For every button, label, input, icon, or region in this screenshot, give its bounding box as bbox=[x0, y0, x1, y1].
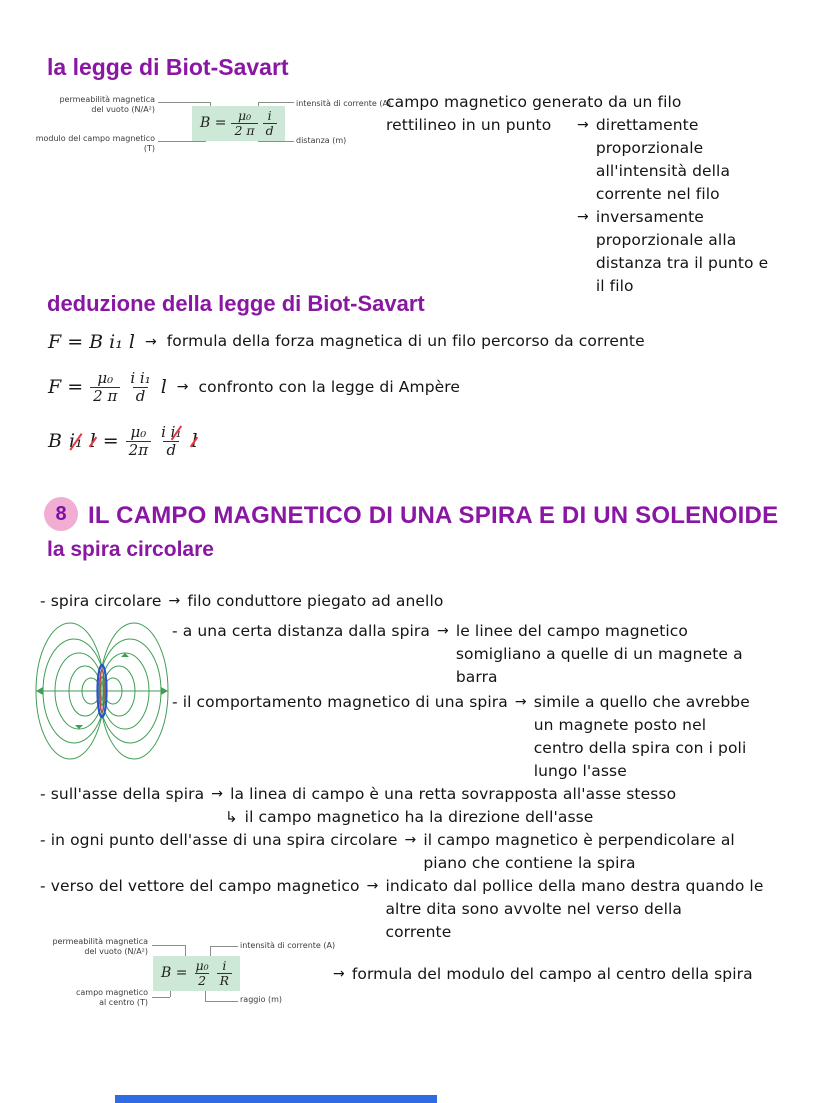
force-formula: F = B i₁ l bbox=[48, 330, 135, 353]
bullet-spira-circolare bbox=[40, 590, 443, 613]
field-lines-figure bbox=[33, 612, 171, 770]
fraction-denominator: d bbox=[263, 123, 277, 138]
note-line: distanza tra il punto e bbox=[595, 254, 769, 272]
bullet-line: lungo l'asse bbox=[533, 762, 627, 780]
connector-line bbox=[205, 1001, 238, 1002]
bullet-comportamento-magnetico bbox=[172, 691, 750, 783]
connector-line bbox=[258, 102, 294, 103]
fraction-numerator: μ₀ bbox=[195, 958, 209, 973]
bullet-line: simile a quello che avrebbe bbox=[533, 693, 750, 711]
formula-row-ampere bbox=[48, 370, 460, 404]
loop-center-formula bbox=[153, 956, 240, 991]
note-line: corrente nel filo bbox=[595, 185, 720, 203]
figure-bullets bbox=[172, 620, 750, 783]
section1-title: la legge di Biot-Savart bbox=[47, 54, 289, 80]
bullet-lead: - il comportamento magnetico di una spira bbox=[172, 693, 508, 711]
connector-line bbox=[210, 946, 238, 947]
formula-fraction-id bbox=[263, 109, 277, 138]
fraction-numerator: i bbox=[267, 108, 272, 123]
bullet-line: un magnete posto nel bbox=[533, 716, 707, 734]
formula-tail: l bbox=[160, 376, 167, 398]
section3-bullets bbox=[40, 783, 763, 944]
connector-line bbox=[158, 102, 210, 103]
fraction-denominator: 2 π bbox=[231, 123, 257, 138]
formula-note: confronto con la legge di Ampère bbox=[198, 377, 461, 396]
formula-fraction-mu bbox=[90, 370, 120, 404]
bullet-line: indicato dal pollice della mano destra quando le bbox=[385, 877, 764, 895]
diagram2-label-permeability-line2: del vuoto (N/A²) bbox=[84, 946, 148, 956]
fraction-numerator: μ₀ bbox=[130, 423, 147, 441]
arrow-icon: → bbox=[168, 593, 181, 609]
section-number-badge: 8 bbox=[44, 497, 78, 531]
bullet-line: altre dita sono avvolte nel verso della bbox=[385, 900, 682, 918]
fraction-numerator: μ₀ bbox=[237, 108, 252, 123]
section1-note-points bbox=[577, 114, 768, 298]
formula-lhs: B = bbox=[200, 115, 227, 132]
note-line: proporzionale bbox=[595, 139, 704, 157]
formula-fraction-ii1 bbox=[158, 424, 184, 458]
note-text: formula del modulo del campo al centro della spira bbox=[351, 965, 753, 983]
arrow-icon: → bbox=[176, 379, 189, 395]
bullet-line: piano che contiene la spira bbox=[423, 854, 636, 872]
formula-fraction-mu bbox=[126, 424, 151, 458]
connector-line bbox=[152, 997, 170, 998]
arrow-icon: → bbox=[145, 333, 157, 350]
arrow-icon: → bbox=[577, 209, 589, 225]
formula-lhs: F = bbox=[48, 376, 84, 398]
formula-fraction-mu bbox=[231, 109, 257, 138]
fraction-denominator: 2 bbox=[195, 973, 209, 988]
fraction-denominator: d bbox=[163, 441, 179, 459]
formula-row-cancellation bbox=[48, 424, 198, 458]
connector-line bbox=[158, 141, 205, 142]
bullet-lines bbox=[245, 806, 594, 829]
section2-title: deduzione della legge di Biot-Savart bbox=[47, 291, 425, 316]
fraction-denominator: d bbox=[133, 387, 149, 405]
cancelled-term: l bbox=[191, 430, 198, 452]
note-line: inversamente bbox=[595, 208, 704, 226]
diagram1-label-current: intensità di corrente (A) bbox=[296, 99, 392, 108]
note-line: proporzionale alla bbox=[595, 231, 737, 249]
bullet-line: barra bbox=[455, 668, 498, 686]
numerator-term: i bbox=[161, 423, 166, 441]
ampere-formula bbox=[48, 370, 167, 404]
formula-lhs: B = bbox=[161, 965, 188, 982]
connector-line bbox=[210, 946, 211, 956]
bullet-line: la linea di campo è una retta sovrapposta all'asse stesso bbox=[230, 785, 677, 803]
bullet-lines bbox=[456, 620, 743, 689]
diagram1-label-permeability bbox=[45, 95, 155, 114]
fraction-denominator: R bbox=[217, 973, 232, 988]
arrow-icon: → bbox=[577, 117, 589, 133]
arrow-icon: → bbox=[437, 623, 449, 639]
formula-note: formula della forza magnetica di un filo percorso da corrente bbox=[166, 332, 645, 350]
cancelled-term: i₁ bbox=[170, 423, 182, 441]
cancelled-term: i₁ bbox=[68, 430, 83, 452]
fraction-numerator: μ₀ bbox=[97, 369, 114, 387]
section3-subtitle: la spira circolare bbox=[47, 538, 214, 561]
diagram2-label-permeability-line1: permeabilità magnetica bbox=[52, 937, 148, 946]
note-line: all'intensità della bbox=[595, 162, 731, 180]
note-line: campo magnetico generato da un filo bbox=[386, 93, 682, 111]
equals-sign: = bbox=[102, 430, 119, 452]
arrow-icon: → bbox=[211, 786, 224, 802]
diagram2-label-permeability bbox=[40, 937, 148, 956]
diagram1-label-field-modulus: modulo del campo magnetico (T) bbox=[35, 134, 155, 153]
next-section-highlight bbox=[115, 1095, 437, 1103]
connector-line bbox=[152, 945, 185, 946]
bullet-perpendicolare bbox=[40, 829, 763, 875]
bullet-line: corrente bbox=[385, 923, 452, 941]
bullet-distanza-spira bbox=[172, 620, 750, 689]
bullet-direzione-asse bbox=[225, 806, 763, 829]
bullet-lines bbox=[385, 875, 763, 944]
arrow-icon: → bbox=[514, 694, 527, 710]
bullet-lead: - in ogni punto dell'asse di una spira circolare bbox=[40, 831, 398, 849]
note-line: il filo bbox=[595, 277, 634, 295]
bullet-line: il campo magnetico ha la direzione dell'asse bbox=[244, 808, 594, 826]
diagram2-label-field-center-line2: al centro (T) bbox=[99, 997, 148, 1007]
bullet-lines bbox=[230, 783, 676, 806]
note-line: rettilineo in un punto bbox=[386, 116, 552, 134]
bullet-lead: - verso del vettore del campo magnetico bbox=[40, 877, 360, 895]
bullet-line: il campo magnetico è perpendicolare al bbox=[423, 831, 735, 849]
note-point-lines bbox=[596, 114, 730, 206]
diagram2-label-current: intensità di corrente (A) bbox=[240, 941, 336, 950]
note-point bbox=[577, 114, 768, 206]
fraction-denominator: 2 π bbox=[90, 387, 120, 405]
bullet-lead: - a una certa distanza dalla spira bbox=[172, 622, 430, 640]
formula-fraction-ii1 bbox=[127, 370, 153, 404]
diagram2-label-field-center-line1: campo magnetico bbox=[75, 988, 148, 997]
diagram1-label-permeability-line2: del vuoto (N/A²) bbox=[91, 104, 155, 114]
arrow-icon: → bbox=[366, 878, 379, 894]
bullet-text: filo conduttore piegato ad anello bbox=[187, 592, 444, 610]
fraction-numerator: i bbox=[222, 958, 227, 973]
corner-arrow-icon: ↳ bbox=[225, 808, 238, 826]
diagram2-label-radius: raggio (m) bbox=[240, 995, 283, 1004]
bullet-line: le linee del campo magnetico bbox=[455, 622, 689, 640]
bullet-line: somigliano a quelle di un magnete a bbox=[455, 645, 743, 663]
diagram1-label-permeability-line1: permeabilità magnetica bbox=[59, 95, 155, 104]
connector-line bbox=[258, 141, 294, 142]
connector-line bbox=[185, 945, 186, 956]
formula-fraction-mu bbox=[192, 959, 211, 988]
biot-savart-formula bbox=[192, 106, 285, 141]
fraction-numerator: i i₁ bbox=[130, 369, 151, 387]
diagram1-label-distance: distanza (m) bbox=[296, 136, 347, 145]
arrow-icon: → bbox=[333, 966, 345, 982]
fraction-numerator bbox=[158, 424, 184, 441]
cancelled-term: l bbox=[89, 430, 96, 452]
diagram2-note bbox=[333, 963, 753, 986]
bullet-verso-vettore bbox=[40, 875, 763, 944]
bullet-lead: - sull'asse della spira bbox=[40, 785, 205, 803]
bullet-lead: - spira circolare bbox=[40, 592, 162, 610]
note-point-lines bbox=[596, 206, 768, 298]
diagram2-label-field-center bbox=[40, 988, 148, 1007]
note-line: direttamente bbox=[595, 116, 699, 134]
formula-row-force bbox=[48, 330, 645, 353]
arrow-icon: → bbox=[404, 832, 417, 848]
formula-lhs: B bbox=[48, 430, 62, 452]
bullet-line: centro della spira con i poli bbox=[533, 739, 747, 757]
bullet-asse-spira bbox=[40, 783, 763, 806]
bullet-lines bbox=[534, 691, 750, 783]
section3-title: IL CAMPO MAGNETICO DI UNA SPIRA E DI UN SOLENOIDE bbox=[88, 502, 779, 529]
cancellation-formula bbox=[48, 424, 198, 458]
formula-fraction-iR bbox=[217, 959, 232, 988]
fraction-denominator: 2π bbox=[126, 441, 151, 459]
bullet-lines bbox=[423, 829, 734, 875]
note-point bbox=[577, 206, 768, 298]
